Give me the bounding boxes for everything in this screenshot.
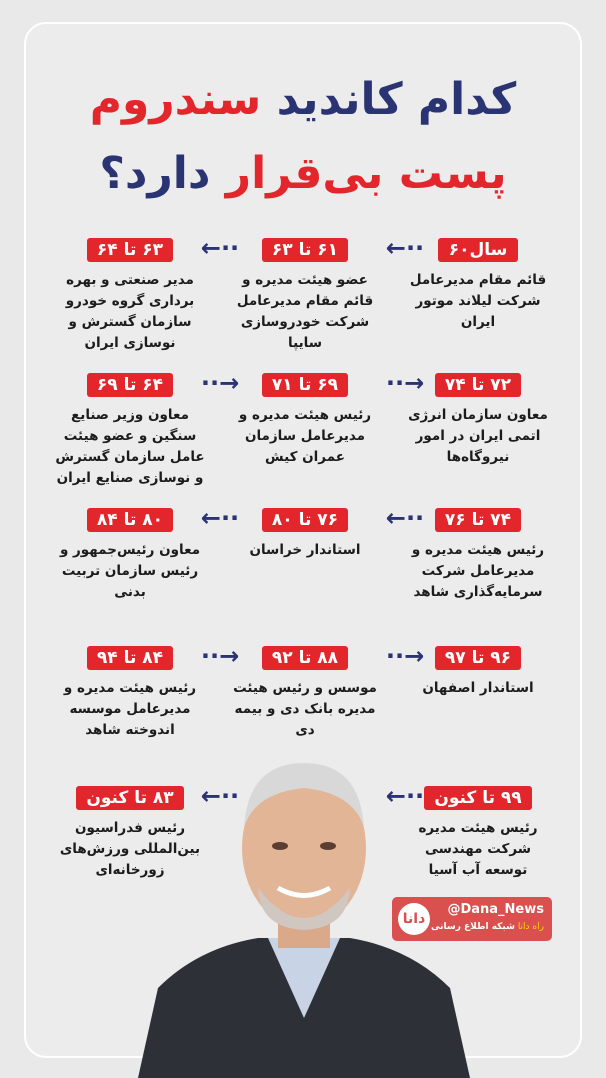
dana-news-logo [392, 897, 552, 941]
arrow-right-icon: ··→ [200, 642, 240, 670]
position-description: رئیس هیئت مدیره و مدیرعامل موسسه اندوخته شاهد [63, 680, 197, 738]
brand-tagline-highlight: راه دانا [517, 922, 544, 932]
period-badge: ۷۲ تا ۷۴ [435, 373, 521, 397]
period-badge: ۶۹ تا ۷۱ [262, 373, 348, 397]
period-badge: ۹۶ تا ۹۷ [435, 646, 521, 670]
position-description: معاون رئیس‌جمهور و رئیس سازمان تربیت بدنی [59, 542, 201, 600]
period-badge: ۸۴ تا ۹۴ [87, 646, 173, 670]
arrow-left-icon: ←·· [385, 234, 425, 262]
dana-logo-mark: دانا [398, 903, 430, 935]
position-description: رئیس هیئت مدیره شرکت مهندسی توسعه آب آسیا [418, 820, 538, 878]
arrow-right-icon: ··→ [200, 369, 240, 397]
position-description: رئیس هیئت مدیره و مدیرعامل شرکت سرمایه‌گذاری شاهد [411, 542, 545, 600]
title-navy-1: کدام کاندید [276, 74, 517, 125]
position-description: رئیس فدراسیون بین‌المللی ورزش‌های زورخانه‌ای [59, 820, 201, 878]
arrow-left-icon: ←·· [385, 782, 425, 810]
period-badge: ۸۰ تا ۸۴ [87, 508, 173, 532]
arrow-left-icon: ←·· [200, 782, 240, 810]
title-red-2: پست بی‌قرار [225, 148, 507, 199]
period-badge: ۷۶ تا ۸۰ [262, 508, 348, 532]
period-badge: ۶۱ تا ۶۳ [262, 238, 348, 262]
position-description: عضو هیئت مدیره و قائم مقام مدیرعامل شرکت خودروسازی سایپا [236, 272, 374, 351]
period-badge: ۹۹ تا کنون [424, 786, 531, 810]
arrow-right-icon: ··→ [385, 642, 425, 670]
title-navy-2: دارد؟ [99, 148, 211, 199]
position-description: استاندار اصفهان [422, 680, 534, 696]
arrow-left-icon: ←·· [200, 234, 240, 262]
position-description: رئیس هیئت مدیره و مدیرعامل سازمان عمران کیش [238, 407, 372, 465]
brand-tagline-text: شبکه اطلاع رسانی [431, 922, 515, 932]
period-badge: ۶۳ تا ۶۴ [87, 238, 173, 262]
period-badge: ۸۳ تا کنون [76, 786, 183, 810]
period-badge: سال۶۰ [438, 238, 518, 262]
title-red-1: سندروم [89, 74, 262, 125]
arrow-right-icon: ··→ [385, 369, 425, 397]
period-badge: ۷۴ تا ۷۶ [435, 508, 521, 532]
arrow-left-icon: ←·· [385, 504, 425, 532]
brand-handle: @Dana_News [447, 902, 544, 917]
position-description: موسس و رئیس هیئت مدیره بانک دی و بیمه دی [233, 680, 377, 738]
position-description: معاون سازمان انرژی اتمی ایران در امور نیروگاه‌ها [408, 407, 548, 465]
position-description: قائم مقام مدیرعامل شرکت لیلاند موتور ایران [409, 272, 547, 330]
title-line-2 [0, 146, 606, 202]
title-line-1 [0, 72, 606, 128]
brand-tagline [431, 922, 544, 932]
position-description: مدیر صنعتی و بهره برداری گروه خودرو سازمان گسترش و نوسازی ایران [65, 272, 195, 351]
period-badge: ۶۴ تا ۶۹ [87, 373, 173, 397]
period-badge: ۸۸ تا ۹۲ [262, 646, 348, 670]
position-description: استاندار خراسان [249, 542, 361, 558]
arrow-left-icon: ←·· [200, 504, 240, 532]
position-description: معاون وزیر صنایع سنگین و عضو هیئت عامل سازمان گسترش و نوسازی صنایع ایران [55, 407, 205, 486]
